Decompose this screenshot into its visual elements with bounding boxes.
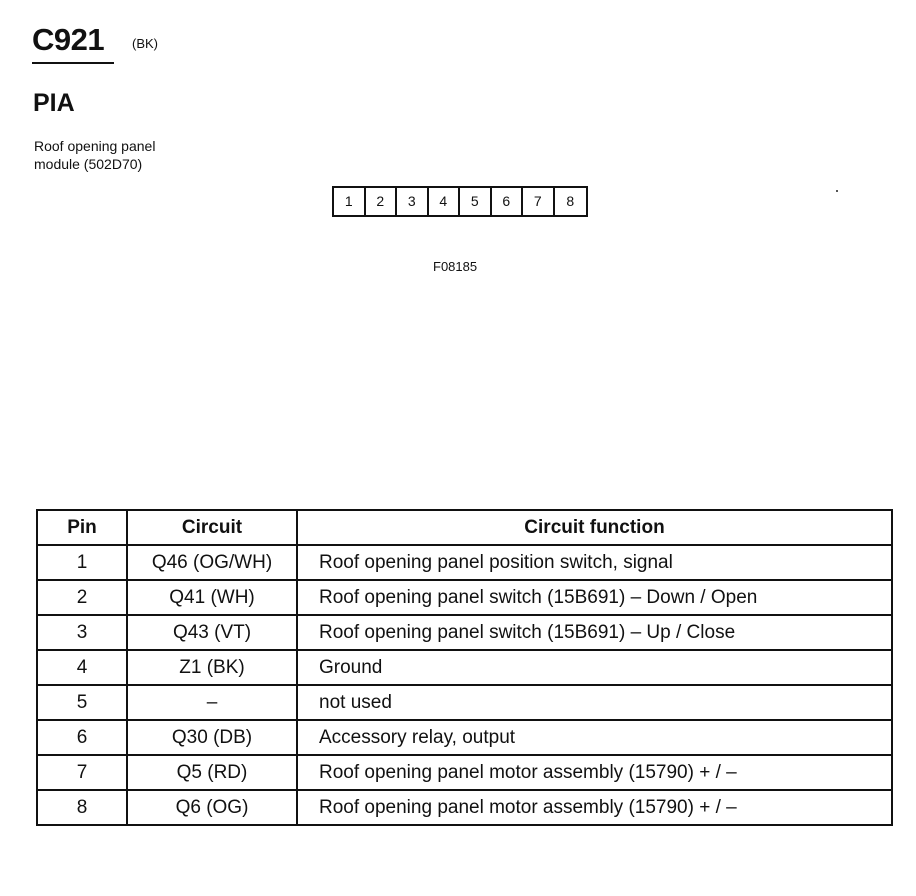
header-circuit-function: Circuit function [297, 510, 892, 545]
table-row [37, 685, 892, 720]
title-underline [32, 62, 114, 64]
pin-number: 2 [37, 580, 127, 615]
table-row [37, 615, 892, 650]
circuit-code: Q43 (VT) [127, 615, 297, 650]
table-row [37, 580, 892, 615]
header-circuit: Circuit [127, 510, 297, 545]
connector-color: (BK) [132, 36, 158, 51]
component-line-1: Roof opening panel [34, 138, 156, 154]
circuit-function: Ground [297, 650, 892, 685]
circuit-function: Roof opening panel switch (15B691) – Down / Open [297, 580, 892, 615]
pinout-table [36, 509, 893, 826]
circuit-function: Roof opening panel switch (15B691) – Up / Close [297, 615, 892, 650]
pin-cell: 5 [460, 188, 492, 215]
harness-code: PIA [33, 89, 75, 117]
connector-pin-diagram [332, 186, 588, 217]
circuit-code: Q5 (RD) [127, 755, 297, 790]
circuit-function: Roof opening panel motor assembly (15790) + / – [297, 755, 892, 790]
table-row [37, 790, 892, 825]
table-row [37, 720, 892, 755]
table-row [37, 755, 892, 790]
table-row [37, 545, 892, 580]
circuit-code: Z1 (BK) [127, 650, 297, 685]
pin-cell: 1 [334, 188, 366, 215]
pin-number: 8 [37, 790, 127, 825]
pin-cell: 6 [492, 188, 524, 215]
circuit-code: – [127, 685, 297, 720]
pin-number: 1 [37, 545, 127, 580]
header-pin: Pin [37, 510, 127, 545]
circuit-function: Roof opening panel position switch, signal [297, 545, 892, 580]
pin-number: 5 [37, 685, 127, 720]
connector-id: C921 [32, 22, 105, 57]
pin-cell: 2 [366, 188, 398, 215]
component-line-2: module (502D70) [34, 156, 143, 172]
pin-number: 4 [37, 650, 127, 685]
circuit-function: Roof opening panel motor assembly (15790) + / – [297, 790, 892, 825]
table-header-row [37, 510, 892, 545]
component-description [34, 137, 234, 173]
pin-cell: 8 [566, 193, 575, 209]
pin-cell: 7 [523, 188, 555, 215]
figure-code: F08185 [433, 259, 478, 274]
circuit-function: Accessory relay, output [297, 720, 892, 755]
circuit-code: Q41 (WH) [127, 580, 297, 615]
circuit-code: Q6 (OG) [127, 790, 297, 825]
pin-number: 7 [37, 755, 127, 790]
pin-cell: 3 [397, 188, 429, 215]
pin-number: 3 [37, 615, 127, 650]
circuit-function: not used [297, 685, 892, 720]
circuit-code: Q46 (OG/WH) [127, 545, 297, 580]
table-row [37, 650, 892, 685]
pin-cell: 4 [429, 188, 461, 215]
scan-speck [836, 190, 838, 192]
circuit-code: Q30 (DB) [127, 720, 297, 755]
pin-number: 6 [37, 720, 127, 755]
